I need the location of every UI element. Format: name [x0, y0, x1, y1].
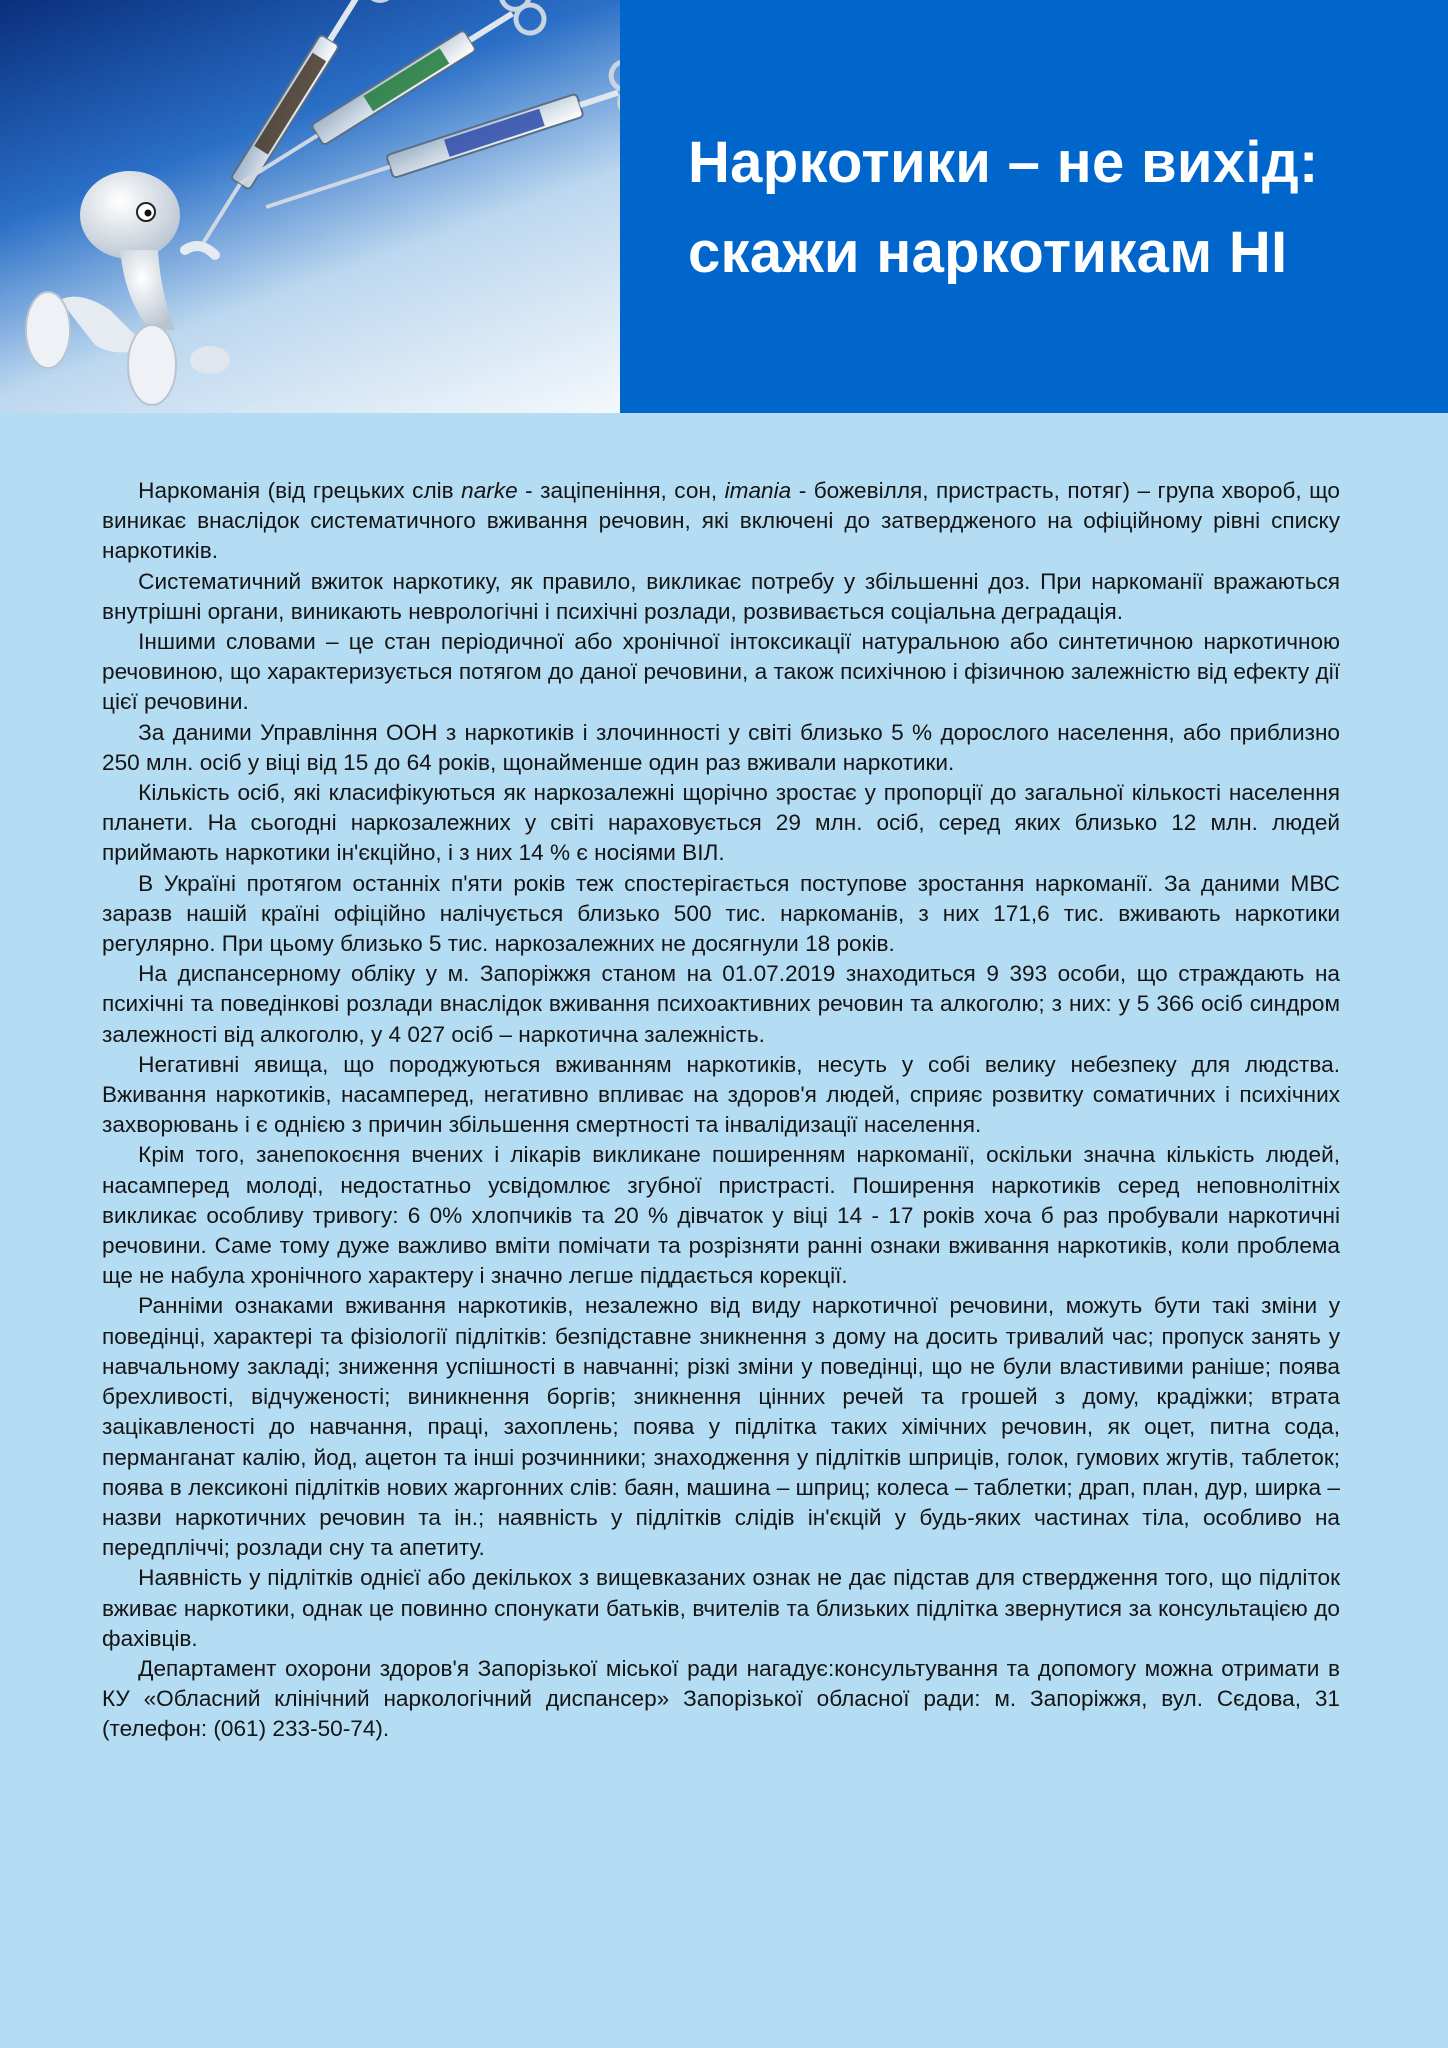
paragraph: Кількість осіб, які класифікуються як наркозалежні щорічно зростає у пропорції до загальної кількості населення планети. На сьогодні наркозалежних у світі нараховується 29 млн. осіб, серед яких близько 12 млн. людей приймають наркотики ін'єкційно, і з них 14 % є носіями ВІЛ.: [102, 780, 1340, 866]
contact-paragraph: Департамент охорони здоров'я Запорізької міської ради нагадує:консультування та допомогу можна отримати в КУ «Обласний клінічний наркологічний диспансер» Запорізької обласної ради: м. Запоріжжя, вул. Сєдова, 31 (телефон: (061) 233-50-74).: [102, 1655, 1340, 1742]
paragraph-text: - заціпеніння, сон,: [517, 478, 725, 503]
paragraph: Негативні явища, що породжуються вживанням наркотиків, несуть у собі велику небезпеку для людства. Вживання наркотиків, насамперед, негативно впливає на здоров'я людей, сприяє розвитку соматичних і психічних захворювань і є однією з причин збільшення смертності та інвалідизації населення.: [102, 1051, 1340, 1138]
article-body: [102, 476, 1340, 1745]
paragraph: Систематичний вжиток наркотику, як правило, викликає потребу у збільшенні доз. При наркоманії вражаються внутрішні органи, виникають неврологічні і психічні розлади, розвивається соціальна деградація.: [102, 568, 1340, 624]
paragraph: На диспансерному обліку у м. Запоріжжя станом на 01.07.2019 знаходиться 9 393 особи, що страждають на психічні та поведінкові розлади внаслідок вживання психоактивних речовин та алкоголю; з них: у 5 366 осіб синдром залежності від алкоголю, у 4 027 осіб – наркотична залежність.: [102, 961, 1340, 1047]
paragraph: В Україні протягом останніх п'яти років теж спостерігається поступове зростання наркоманії. За даними МВС заразв нашій країні офіційно налічується близько 500 тис. наркоманів, з них 171,6 тис. вживають наркотики регулярно. При цьому близько 5 тис. наркозалежних не досягнули 18 років.: [102, 870, 1340, 957]
title-line-2: скажи наркотикам НІ: [688, 220, 1288, 285]
paragraph-text: Наркоманія (від грецьких слів: [138, 478, 462, 503]
title-line-1: Наркотики – не вихід:: [688, 130, 1319, 195]
paragraph: Крім того, занепокоєння вчених і лікарів викликане поширенням наркоманії, оскільки значна кількість людей, насамперед молоді, недостатньо усвідомлює згубної пристрасті. Поширення наркотиків серед неповнолітніх викликає особливу тривогу: 6 0% хлопчиків та 20 % дівчаток у віці 14 - 17 років хоча б раз пробували наркотичні речовини. Саме тому дуже важливо вміти помічати та розрізняти ранні ознаки вживання наркотиків, коли проблема ще не набула хронічного характеру і значно легше піддається корекції.: [102, 1142, 1340, 1289]
paragraph-term: narke: [461, 478, 518, 503]
paragraph: За даними Управління ООН з наркотиків і злочинності у світі близько 5 % дорослого населення, або приблизно 250 млн. осіб у віці від 15 до 64 років, щонайменше один раз вживали наркотики.: [102, 719, 1340, 775]
page-title: [688, 118, 1319, 298]
paragraph: Ранніми ознаками вживання наркотиків, незалежно від виду наркотичної речовини, можуть бути такі зміни у поведінці, характері та фізіології підлітків: безпідставне зникнення з дому на досить тривалий час; пропуск занять у навчальному закладі; зниження успішності в навчанні; різкі зміни у поведінці, що не були властивими раніше; поява брехливості, відчуженості; виникнення боргів; зникнення цінних речей та грошей з дому, крадіжки; втрата зацікавленості до навчання, праці, захоплень; поява у підлітка таких хімічних речовин, як оцет, питна сода, перманганат калію, йод, ацетон та інші розчинники; знаходження у підлітків шприців, голок, гумових жгутів, таблеток; поява в лексиконі підлітків нових жаргонних слів: баян, машина – шприц; колеса – таблетки; драп, план, дур, ширка – назви наркотичних речовин та ін.; наявність у підлітків слідів ін'єкцій у будь-яких частинах тіла, особливо на передпліччі; розлади сну та апетиту.: [102, 1293, 1340, 1561]
paragraph-term: imania: [724, 478, 792, 503]
syringes-figure-illustration: [0, 0, 620, 413]
paragraph: Іншими словами – це стан періодичної або хронічної інтоксикації натуральною або синтетичною наркотичною речовиною, що характеризується потягом до даної речовини, а також психічною і фізичною залежністю від ефекту дії цієї речовини.: [102, 629, 1340, 715]
paragraph: [102, 476, 1340, 567]
header: [0, 0, 1448, 413]
paragraph: Наявність у підлітків однієї або декількох з вищевказаних ознак не дає підстав для ствердження того, що підліток вживає наркотики, однак це повинно спонукати батьків, вчителів та близьких підлітка звернутися за консультацією до фахівців.: [102, 1565, 1340, 1651]
title-panel: [620, 0, 1448, 413]
hero-image: [0, 0, 620, 413]
paragraph-text: - божевілля, пристрасть, потяг) – група хвороб, що виникає внаслідок систематичного вживання речовин, які включені до затвердженого на офіційному рівні списку наркотиків.: [102, 478, 1340, 564]
